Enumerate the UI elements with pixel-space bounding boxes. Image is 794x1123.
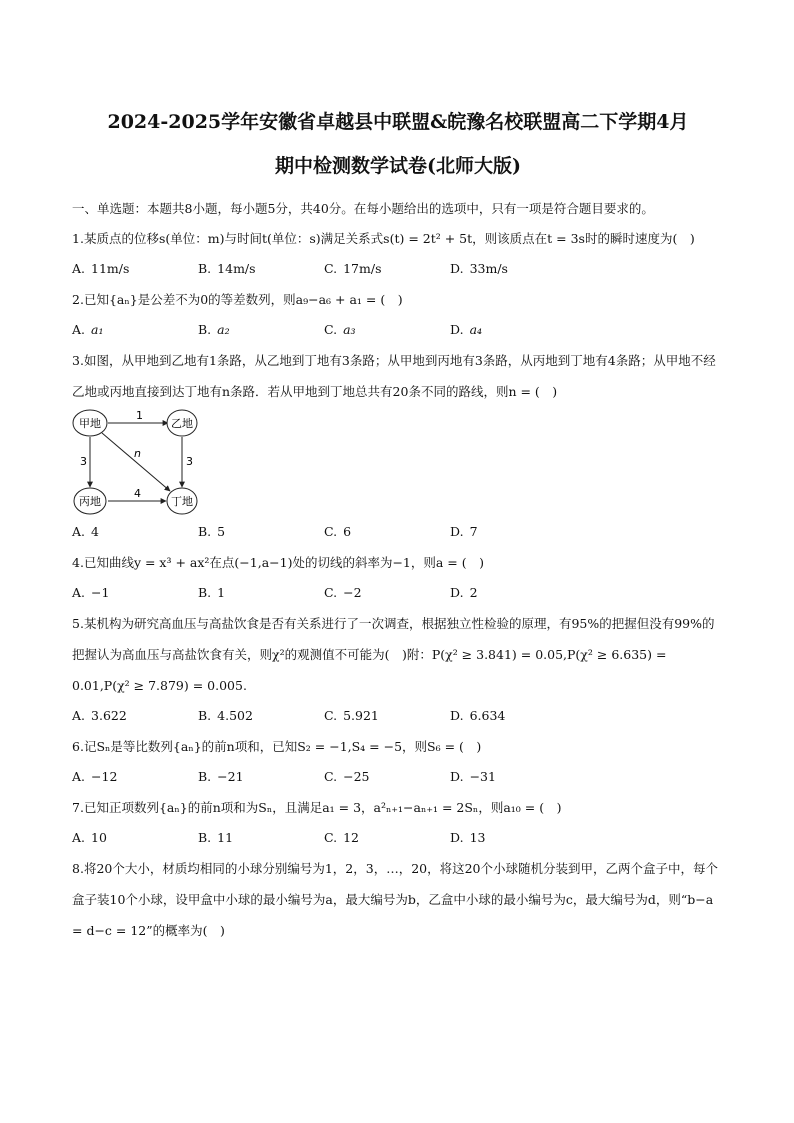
option-a[interactable]: A. −12 xyxy=(72,769,118,784)
question-5 xyxy=(72,608,724,731)
question-number: 3. xyxy=(72,353,84,368)
option-c[interactable]: C. 17m/s xyxy=(324,261,382,276)
option-a[interactable]: A. 3.622 xyxy=(72,708,127,723)
edge-label-jia-ding: n xyxy=(134,447,141,460)
option-b[interactable]: B. 14m/s xyxy=(198,261,256,276)
option-d[interactable]: D. −31 xyxy=(450,769,496,784)
options xyxy=(72,701,724,731)
edge-label-yi-ding: 3 xyxy=(186,455,193,468)
option-a[interactable]: A. 11m/s xyxy=(72,261,130,276)
option-b[interactable]: B. 4.502 xyxy=(198,708,253,723)
exam-title xyxy=(72,100,724,188)
question-1 xyxy=(72,223,724,284)
question-stem: 某质点的位移s(单位：m)与时间t(单位：s)满足关系式s(t) = 2t² + 5t，则该质点在t = 3s时的瞬时速度为( ) xyxy=(83,231,695,246)
question-3 xyxy=(72,345,724,547)
option-d[interactable]: D. a₄ xyxy=(450,322,483,337)
options xyxy=(72,762,724,792)
option-b[interactable]: B. 5 xyxy=(198,524,226,539)
question-2 xyxy=(72,284,724,345)
option-a[interactable]: A. a₁ xyxy=(72,322,104,337)
question-stem: 已知正项数列{aₙ}的前n项和为Sₙ，且满足a₁ = 3，a²ₙ₊₁−aₙ₊₁ = 2Sₙ，则a₁₀ = ( ) xyxy=(83,800,562,815)
options xyxy=(72,517,724,547)
options xyxy=(72,315,724,345)
options xyxy=(72,254,724,284)
title-line-1: 2024-2025学年安徽省卓越县中联盟&皖豫名校联盟高二下学期4月 xyxy=(107,111,689,133)
option-d[interactable]: D. 7 xyxy=(450,524,478,539)
question-number: 8. xyxy=(72,861,84,876)
title-line-2: 期中检测数学试卷(北师大版) xyxy=(275,155,521,177)
options xyxy=(72,823,724,853)
question-number: 6. xyxy=(72,739,84,754)
question-stem: 已知曲线y = x³ + ax²在点(−1,a−1)处的切线的斜率为−1，则a = ( ) xyxy=(83,555,484,570)
option-c[interactable]: C. 5.921 xyxy=(324,708,379,723)
option-b[interactable]: B. 1 xyxy=(198,585,226,600)
node-label-jia: 甲地 xyxy=(79,417,101,430)
option-a[interactable]: A. −1 xyxy=(72,585,110,600)
section-heading: 一、单选题：本题共8小题，每小题5分，共40分。在每小题给出的选项中，只有一项是符合题目要求的。 xyxy=(72,201,654,216)
edge-label-jia-yi: 1 xyxy=(136,409,143,422)
option-c[interactable]: C. −25 xyxy=(324,769,370,784)
question-stem: 如图，从甲地到乙地有1条路，从乙地到丁地有3条路；从甲地到丙地有3条路，从丙地到丁地有4条路；从甲地不经乙地或丙地直接到达丁地有n条路．若从甲地到丁地总共有20条不同的路线，则n = ( ) xyxy=(72,353,716,399)
option-c[interactable]: C. 6 xyxy=(324,524,352,539)
option-b[interactable]: B. 11 xyxy=(198,830,234,845)
route-diagram xyxy=(72,409,724,517)
option-b[interactable]: B. a₂ xyxy=(198,322,230,337)
question-number: 1. xyxy=(72,231,84,246)
option-c[interactable]: C. a₃ xyxy=(324,322,356,337)
question-number: 7. xyxy=(72,800,84,815)
option-d[interactable]: D. 6.634 xyxy=(450,708,506,723)
node-label-yi: 乙地 xyxy=(171,417,193,430)
option-d[interactable]: D. 33m/s xyxy=(450,261,508,276)
option-c[interactable]: C. 12 xyxy=(324,830,359,845)
question-stem: 某机构为研究高血压与高盐饮食是否有关系进行了一次调查，根据独立性检验的原理，有95%的把握但没有99%的把握认为高血压与高盐饮食有关，则χ²的观测值不可能为( )附：P(χ² ≥ 3.841) = 0.05,P(χ² ≥ 6.635) = 0.01,P(χ² ≥ 7.879) = 0.005. xyxy=(72,616,715,693)
option-b[interactable]: B. −21 xyxy=(198,769,244,784)
question-number: 5. xyxy=(72,616,84,631)
options xyxy=(72,578,724,608)
node-label-ding: 丁地 xyxy=(171,495,193,508)
route-diagram-svg xyxy=(72,409,212,517)
question-4 xyxy=(72,547,724,608)
question-number: 4. xyxy=(72,555,84,570)
exam-page xyxy=(72,100,724,946)
option-c[interactable]: C. −2 xyxy=(324,585,362,600)
question-stem: 将20个大小，材质均相同的小球分别编号为1，2，3，…，20，将这20个小球随机分装到甲，乙两个盒子中，每个盒子装10个小球，设甲盒中小球的最小编号为a，最大编号为b，乙盒中小球的最小编号为c，最大编号为d，则“b−a = d−c = 12”的概率为( ) xyxy=(72,861,719,938)
edge-label-jia-bing: 3 xyxy=(80,455,87,468)
option-a[interactable]: A. 4 xyxy=(72,524,99,539)
question-6 xyxy=(72,731,724,792)
option-a[interactable]: A. 10 xyxy=(72,830,107,845)
question-number: 2. xyxy=(72,292,84,307)
question-8 xyxy=(72,853,724,946)
question-stem: 已知{aₙ}是公差不为0的等差数列，则a₉−a₆ + a₁ = ( ) xyxy=(83,292,403,307)
option-d[interactable]: D. 13 xyxy=(450,830,486,845)
option-d[interactable]: D. 2 xyxy=(450,585,478,600)
edge-jia-ding xyxy=(102,433,170,491)
node-label-bing: 丙地 xyxy=(79,495,101,508)
question-stem: 记Sₙ是等比数列{aₙ}的前n项和，已知S₂ = −1,S₄ = −5，则S₆ = ( ) xyxy=(83,739,482,754)
question-7 xyxy=(72,792,724,853)
edge-label-bing-ding: 4 xyxy=(134,487,141,500)
